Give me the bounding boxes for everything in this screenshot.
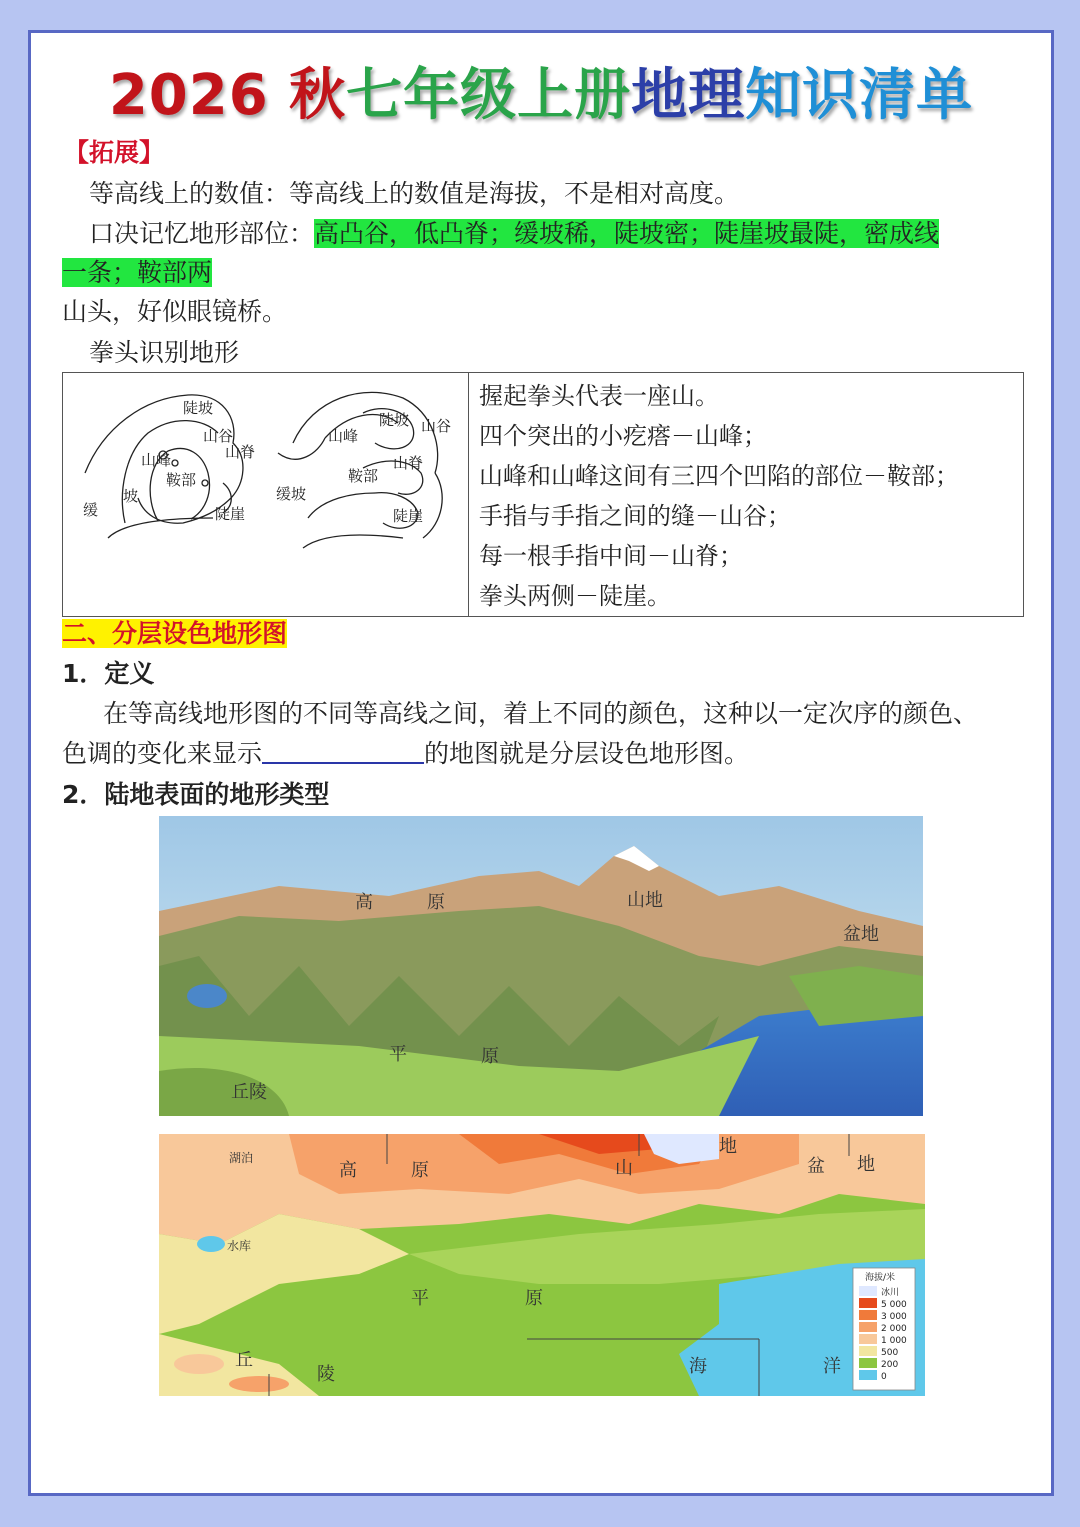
expand-heading: 【拓展】 — [64, 138, 165, 167]
map-label-basin-b: 地 — [857, 1154, 875, 1175]
legend-label: 5 000 — [881, 1300, 907, 1310]
label-valley: 山谷 — [203, 427, 234, 445]
fist-line: 每一根手指中间－山脊； — [479, 542, 743, 570]
landscape-label-plateau-b: 原 — [427, 892, 445, 913]
landscape-label-hills: 丘陵 — [231, 1082, 267, 1103]
page — [28, 30, 1054, 1496]
legend-label: 500 — [881, 1348, 899, 1358]
expand-line2: 口决记忆地形部位：高凸谷，低凸脊；缓坡稀，陡坡密；陡崖坡最陡，密成线 — [89, 219, 940, 248]
mnemonic-highlight-b: 一条；鞍部两 — [62, 258, 213, 287]
map-label-plateau-b: 原 — [411, 1160, 429, 1181]
map-label-mountain-b: 地 — [719, 1136, 737, 1157]
fist-line: 手指与手指之间的缝－山谷； — [479, 502, 791, 530]
definition-heading: 1．定义 — [62, 659, 155, 688]
elevation-legend — [853, 1268, 915, 1390]
label-cliff-2: 陡崖 — [393, 507, 424, 525]
label-ridge-2: 山脊 — [393, 454, 424, 472]
expand-line3: 拳头识别地形 — [89, 338, 240, 367]
label-ridge: 山脊 — [225, 443, 256, 461]
landscape-illustration — [159, 816, 923, 1116]
legend-label: 3 000 — [881, 1312, 907, 1322]
fist-diagram — [63, 373, 468, 611]
map-label-lake: 湖泊 — [229, 1151, 254, 1165]
fill-blank — [262, 736, 424, 764]
map-label-sea-a: 海 — [689, 1356, 707, 1377]
landscape-label-plain-b: 原 — [481, 1046, 499, 1067]
landscape-label-mountain: 山地 — [627, 890, 663, 911]
legend-swatch — [859, 1310, 877, 1320]
landform-types-heading: 2．陆地表面的地形类型 — [62, 780, 330, 809]
label-gentle-a: 缓 — [83, 501, 99, 519]
label-peak: 山峰 — [141, 451, 172, 469]
expand-line2b — [62, 253, 212, 293]
map-label-plain-b: 原 — [525, 1288, 543, 1309]
legend-label: 冰川 — [881, 1288, 900, 1298]
label-cliff: 陡崖 — [215, 505, 246, 523]
legend-swatch — [859, 1286, 877, 1296]
map-label-hills-a: 丘 — [235, 1350, 253, 1371]
map-label-mountain-a: 山 — [615, 1158, 633, 1179]
legend-label: 1 000 — [881, 1336, 907, 1346]
legend-swatch — [859, 1298, 877, 1308]
fist-line: 拳头两侧－陡崖。 — [479, 582, 671, 610]
label-steep-slope-2: 陡坡 — [379, 411, 410, 429]
expand-line2c: 山头，好似眼镜桥。 — [62, 297, 288, 326]
fist-diagram-cell — [63, 373, 469, 617]
legend-label: 0 — [881, 1372, 887, 1382]
legend-label: 2 000 — [881, 1324, 907, 1334]
label-valley-2: 山谷 — [421, 417, 452, 435]
fist-explanation-cell — [469, 373, 1024, 617]
legend-label: 200 — [881, 1360, 899, 1370]
map-label-plateau-a: 高 — [339, 1160, 357, 1181]
section2-heading: 二、分层设色地形图 — [62, 619, 288, 648]
legend-title: 海拔/米 — [865, 1273, 896, 1283]
layered-color-map — [159, 1134, 925, 1396]
label-saddle-2: 鞍部 — [348, 467, 379, 485]
legend-swatch — [859, 1346, 877, 1356]
legend-swatch — [859, 1322, 877, 1332]
map-label-basin-a: 盆 — [807, 1156, 825, 1177]
map-label-reservoir: 水库 — [227, 1239, 252, 1253]
expand-line1: 等高线上的数值：等高线上的数值是海拔，不是相对高度。 — [89, 179, 740, 208]
fist-table — [62, 372, 1024, 617]
legend-swatch — [859, 1358, 877, 1368]
legend-swatch — [859, 1370, 877, 1380]
landscape-label-plateau-a: 高 — [355, 892, 373, 913]
definition-line2: 色调的变化来显示 的地图就是分层设色地形图。 — [62, 734, 749, 774]
mnemonic-highlight: 高凸谷，低凸脊；缓坡稀，陡坡密；陡崖坡最陡，密成线 — [314, 219, 940, 248]
page-title: 2026 秋七年级上册地理知识清单 — [108, 63, 974, 128]
map-label-sea-b: 洋 — [823, 1356, 841, 1377]
landscape-label-basin: 盆地 — [843, 924, 879, 945]
landscape-label-plain-a: 平 — [389, 1044, 407, 1065]
label-gentle-b: 坡 — [123, 487, 139, 505]
map-label-plain-a: 平 — [411, 1288, 429, 1309]
definition-line1: 在等高线地形图的不同等高线之间，着上不同的颜色，这种以一定次序的颜色、 — [103, 699, 979, 728]
label-gentle-slope: 缓坡 — [276, 485, 307, 503]
fist-line: 山峰和山峰这间有三四个凹陷的部位－鞍部； — [479, 462, 959, 490]
fist-line: 四个突出的小疙瘩－山峰； — [479, 422, 767, 450]
legend-swatch — [859, 1334, 877, 1344]
map-label-hills-b: 陵 — [317, 1364, 335, 1385]
label-saddle: 鞍部 — [166, 471, 197, 489]
fist-line: 握起拳头代表一座山。 — [479, 382, 719, 410]
label-steep-slope: 陡坡 — [183, 399, 214, 417]
label-peak-2: 山峰 — [328, 427, 359, 445]
